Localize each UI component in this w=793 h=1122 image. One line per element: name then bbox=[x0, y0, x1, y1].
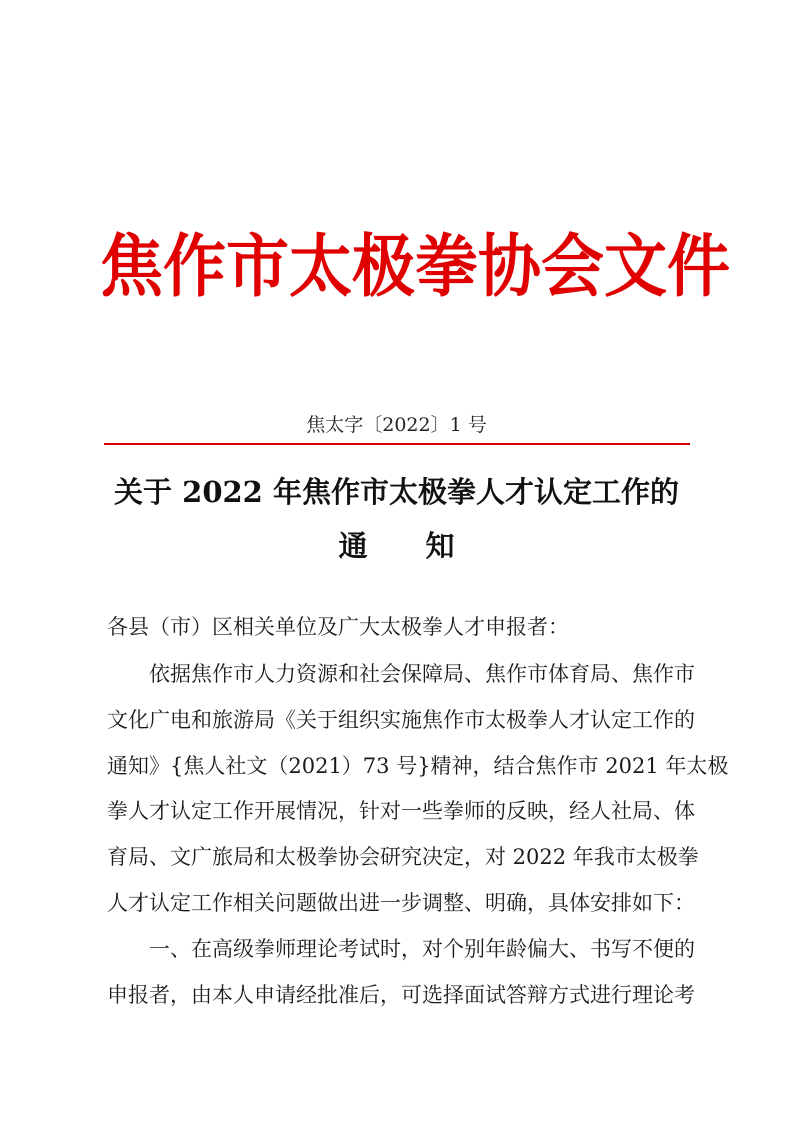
organization-header-title: 焦作市太极拳协会文件 bbox=[100, 227, 730, 307]
body-line: 育局、文广旅局和太极拳协会研究决定，对 2022 年我市太极拳 bbox=[107, 845, 699, 870]
body-line: 人才认定工作相关问题做出进一步调整、明确，具体安排如下： bbox=[107, 890, 695, 915]
body-line: 通知》{焦人社文（2021）73 号}精神，结合焦作市 2021 年太极 bbox=[107, 753, 729, 778]
body-line: 一、在高级拳师理论考试时，对个别年龄偏大、书写不便的 bbox=[149, 936, 695, 961]
body-line: 拳人才认定工作开展情况，针对一些拳师的反映，经人社局、体 bbox=[107, 799, 695, 824]
red-divider-rule bbox=[104, 443, 690, 445]
notice-title-line-1: 关于 2022 年焦作市太极拳人才认定工作的 bbox=[114, 475, 679, 509]
notice-title-line-2 bbox=[0, 524, 793, 568]
body-line: 文化广电和旅游局《关于组织实施焦作市太极拳人才认定工作的 bbox=[107, 707, 695, 732]
body-text bbox=[107, 652, 729, 1018]
salutation: 各县（市）区相关单位及广大太极拳人才申报者： bbox=[107, 615, 569, 639]
document-number: 焦太字〔2022〕1 号 bbox=[306, 414, 487, 436]
body-line: 依据焦作市人力资源和社会保障局、焦作市体育局、焦作市 bbox=[149, 662, 695, 686]
notice-title-char-2: 知 bbox=[425, 529, 455, 563]
body-line: 申报者，由本人申请经批准后，可选择面试答辩方式进行理论考 bbox=[107, 982, 695, 1007]
notice-title-char-1: 通 bbox=[338, 529, 368, 563]
